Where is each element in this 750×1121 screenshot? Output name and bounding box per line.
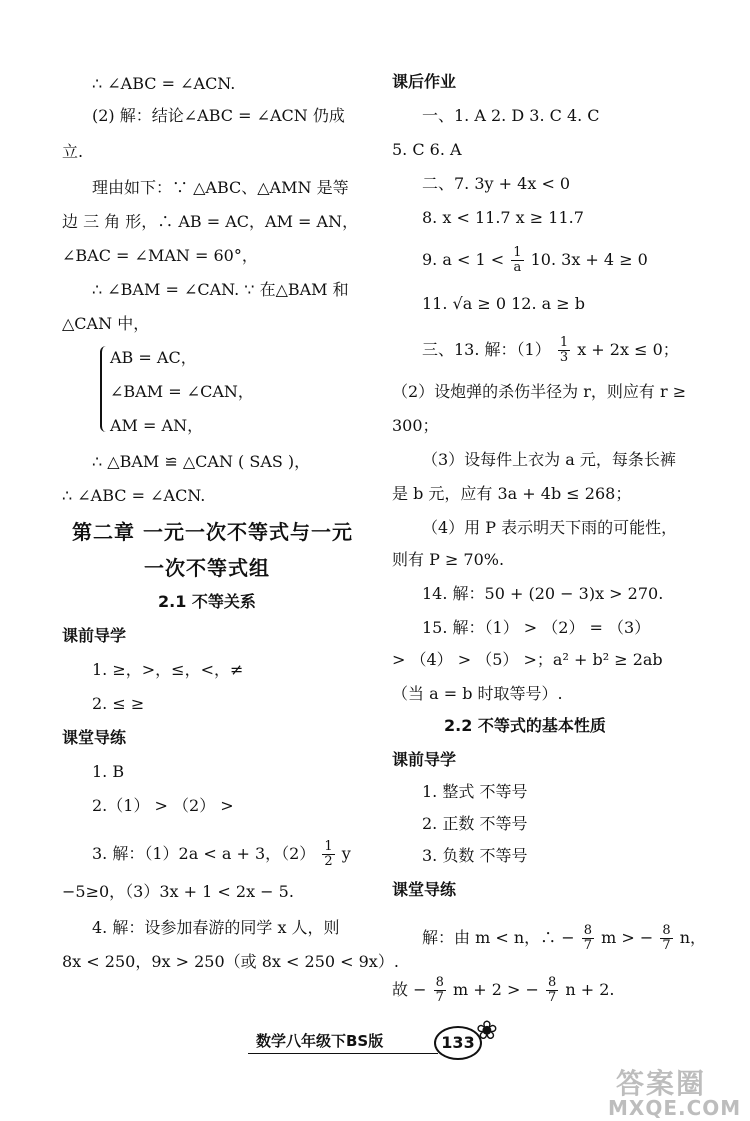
fraction: $\frac{1}{3}$ bbox=[559, 335, 569, 365]
section-heading: 课堂导练 bbox=[62, 728, 127, 747]
text-line: 则有 P ≥ 70%. bbox=[392, 550, 505, 569]
page-number: 133 bbox=[434, 1026, 482, 1060]
system-brace bbox=[100, 346, 108, 432]
text-line: 3. 解：（1）2a < a + 3，（2） $\frac{1}{2}$ y bbox=[92, 839, 351, 869]
text-line: （3）设每件上衣为 a 元，每条长裤 bbox=[422, 450, 676, 469]
footer-divider bbox=[248, 1053, 438, 1054]
text-line: 1. B bbox=[92, 762, 125, 781]
watermark-url: MXQE.COM bbox=[608, 1096, 742, 1120]
text-line: 是 b 元，应有 3a + 4b ≤ 268； bbox=[392, 484, 632, 503]
text-line: ∴ ∠ABC = ∠ACN. bbox=[62, 486, 206, 505]
text-line: 解：由 m < n，∴ − $\frac{8}{7}$ m > − $\frac{8}{7}$ n， bbox=[422, 923, 707, 953]
text-line: （4）用 P 表示明天下雨的可能性， bbox=[422, 518, 678, 537]
text-line: 2.（1） > （2） > bbox=[92, 796, 234, 815]
section-heading: 课后作业 bbox=[392, 72, 457, 91]
text-line: 4. 解：设参加春游的同学 x 人，则 bbox=[92, 918, 340, 937]
text-line: ∴ ∠BAM = ∠CAN. ∵ 在△BAM 和 bbox=[92, 280, 349, 299]
text-line: 三、13. 解：（1） $\frac{1}{3}$ x + 2x ≤ 0； bbox=[422, 335, 679, 365]
watermark bbox=[608, 1062, 746, 1120]
text-line: （当 a = b 时取等号）. bbox=[392, 684, 563, 703]
watermark-text: 答案圈 bbox=[616, 1067, 707, 1100]
section-heading: 课堂导练 bbox=[392, 880, 457, 899]
section-title: 2.1 不等关系 bbox=[158, 592, 256, 611]
text-line: ∴ △BAM ≌ △CAN ( SAS )， bbox=[92, 452, 311, 471]
text-line: 1. 整式 不等号 bbox=[422, 782, 528, 801]
system-line: AM = AN， bbox=[110, 416, 204, 435]
text-line: ∴ ∠ABC = ∠ACN. bbox=[92, 74, 236, 93]
text-line: 1. ≥，>，≤，<，≠ bbox=[92, 660, 244, 679]
fraction: $\frac{8}{7}$ bbox=[583, 923, 593, 953]
text-line: 3. 负数 不等号 bbox=[422, 846, 528, 865]
text-line: 8. x < 11.7 x ≥ 11.7 bbox=[422, 208, 584, 227]
text-line: 2. 正数 不等号 bbox=[422, 814, 528, 833]
text-line: 5. C 6. A bbox=[392, 140, 462, 159]
left-column bbox=[62, 0, 399, 1121]
text-line: (2) 解：结论∠ABC = ∠ACN 仍成 bbox=[92, 106, 345, 125]
fraction: $\frac{1}{a}$ bbox=[513, 245, 522, 275]
text-line: 理由如下：∵ △ABC、△AMN 是等 bbox=[92, 178, 349, 197]
text-line: 二、7. 3y + 4x < 0 bbox=[422, 174, 571, 193]
text-line: 15. 解：（1） > （2） = （3） bbox=[422, 618, 651, 637]
chapter-title: 一次不等式组 bbox=[144, 556, 270, 580]
text-line: 11. √a ≥ 0 12. a ≥ b bbox=[422, 294, 585, 313]
section-heading: 课前导学 bbox=[392, 750, 457, 769]
text-line: ∠BAC = ∠MAN = 60°， bbox=[62, 246, 258, 265]
system-line: ∠BAM = ∠CAN， bbox=[110, 382, 254, 401]
text-line: △CAN 中， bbox=[62, 314, 150, 333]
text-line: 2. ≤ ≥ bbox=[92, 694, 145, 713]
text-line: 9. a < 1 < $\frac{1}{a}$ 10. 3x + 4 ≥ 0 bbox=[422, 245, 648, 275]
text-line: 边 三 角 形，∴ AB = AC，AM = AN， bbox=[62, 212, 359, 231]
text-line: 一、1. A 2. D 3. C 4. C bbox=[422, 106, 600, 125]
system-line: AB = AC， bbox=[110, 348, 197, 367]
fraction: $\frac{1}{2}$ bbox=[324, 839, 333, 869]
right-column bbox=[392, 0, 722, 1121]
text-line: 8x < 250，9x > 250（或 8x < 250 < 9x）. bbox=[62, 952, 399, 971]
text-line: （2）设炮弹的杀伤半径为 r，则应有 r ≥ bbox=[392, 382, 687, 401]
text-line: 300； bbox=[392, 416, 439, 435]
section-heading: 课前导学 bbox=[62, 626, 127, 645]
footer-title: 数学八年级下BS版 bbox=[256, 1032, 384, 1050]
text-line: > （4） > （5） >；a² + b² ≥ 2ab bbox=[392, 650, 663, 669]
fraction: $\frac{8}{7}$ bbox=[662, 923, 671, 953]
fraction: $\frac{8}{7}$ bbox=[547, 975, 557, 1005]
fraction: $\frac{8}{7}$ bbox=[435, 975, 444, 1005]
section-title: 2.2 不等式的基本性质 bbox=[444, 716, 606, 735]
text-line: 故 − $\frac{8}{7}$ m + 2 > − $\frac{8}{7}$ n + 2. bbox=[392, 975, 615, 1005]
text-line: 14. 解：50 + (20 − 3)x > 270. bbox=[422, 584, 664, 603]
swirl-ornament-icon: ❀ bbox=[476, 1016, 498, 1046]
chapter-title: 第二章 一元一次不等式与一元 bbox=[72, 520, 353, 544]
text-line: −5≥0，（3）3x + 1 < 2x − 5. bbox=[62, 882, 294, 901]
text-line: 立. bbox=[62, 142, 84, 161]
